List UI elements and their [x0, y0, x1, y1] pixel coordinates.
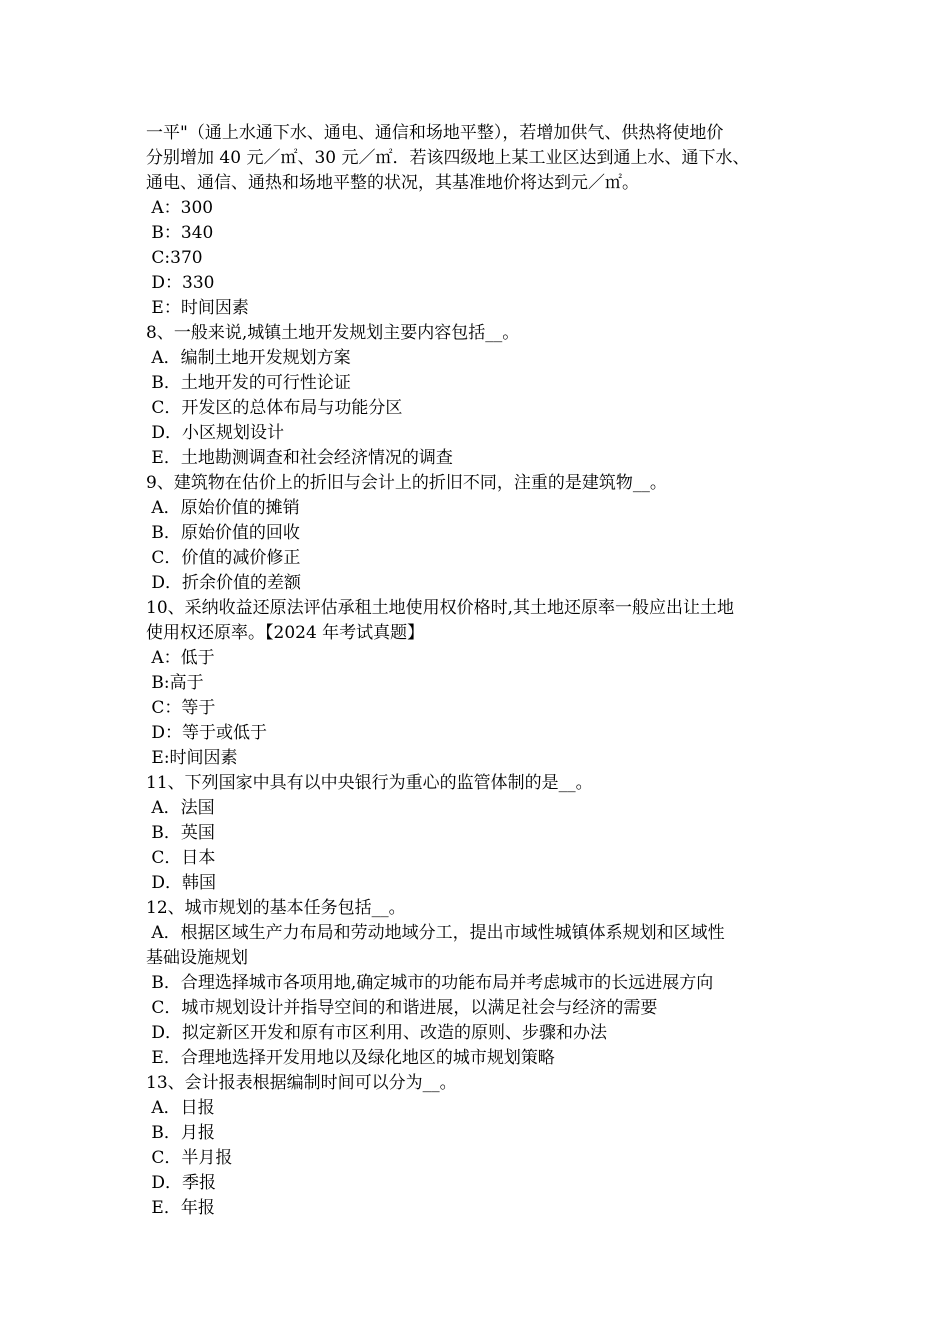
answer-option: E．合理地选择开发用地以及绿化地区的城市规划策略 — [146, 1048, 555, 1068]
answer-option: D．折余价值的差额 — [146, 573, 302, 593]
answer-option: E．土地勘测调查和社会经济情况的调查 — [146, 448, 453, 468]
answer-option: C:370 — [146, 248, 203, 268]
answer-option: D：等于或低于 — [146, 723, 268, 743]
answer-option: A．编制土地开发规划方案 — [146, 348, 351, 368]
answer-option: C．日本 — [146, 848, 216, 868]
answer-option: D：330 — [146, 273, 215, 293]
question-8 — [146, 321, 811, 471]
answer-option-continued: 基础设施规划 — [146, 948, 248, 968]
answer-option: B．原始价值的回收 — [146, 523, 300, 543]
document-body — [146, 121, 811, 1221]
answer-option: B．土地开发的可行性论证 — [146, 373, 351, 393]
answer-option: B:高于 — [146, 673, 204, 693]
answer-option: C．价值的减价修正 — [146, 548, 301, 568]
answer-option: A．法国 — [146, 798, 215, 818]
question-stem-line: 通电、通信、通热和场地平整的状况，其基准地价将达到元／㎡。 — [146, 173, 639, 193]
question-stem-line: 使用权还原率。【2024 年考试真题】 — [146, 623, 425, 643]
question-stem-line: 11、下列国家中具有以中央银行为重心的监管体制的是__。 — [146, 773, 593, 793]
question-10 — [146, 596, 811, 771]
answer-option: A．日报 — [146, 1098, 215, 1118]
question-13 — [146, 1071, 811, 1221]
answer-option: B．英国 — [146, 823, 215, 843]
answer-option: D．韩国 — [146, 873, 217, 893]
answer-option: A．原始价值的摊销 — [146, 498, 300, 518]
answer-option: B：340 — [146, 223, 214, 243]
answer-option: A：低于 — [146, 648, 215, 668]
answer-option: E:时间因素 — [146, 748, 238, 768]
question-stem-line: 9、建筑物在估价上的折旧与会计上的折旧不同，注重的是建筑物__。 — [146, 473, 667, 493]
intro-question — [146, 121, 811, 321]
question-stem-line: 10、采纳收益还原法评估承租土地使用权价格时,其土地还原率一般应出让土地 — [146, 598, 735, 618]
answer-option: C．半月报 — [146, 1148, 233, 1168]
answer-option: E．年报 — [146, 1198, 215, 1218]
question-stem-line: 一平"（通上水通下水、通电、通信和场地平整），若增加供气、供热将使地价 — [146, 123, 724, 143]
answer-option: A．根据区域生产力布局和劳动地域分工，提出市域性城镇体系规划和区域性 — [146, 923, 725, 943]
question-11 — [146, 771, 811, 896]
question-12 — [146, 896, 811, 1071]
answer-option: D．季报 — [146, 1173, 217, 1193]
answer-option: B．月报 — [146, 1123, 215, 1143]
question-stem-line: 13、会计报表根据编制时间可以分为__。 — [146, 1073, 457, 1093]
question-stem-line: 分别增加 40 元／㎡、30 元／㎡．若该四级地上某工业区达到通上水、通下水、 — [146, 148, 750, 168]
answer-option: C：等于 — [146, 698, 216, 718]
answer-option: C．开发区的总体布局与功能分区 — [146, 398, 403, 418]
answer-option: C．城市规划设计并指导空间的和谐进展，以满足社会与经济的需要 — [146, 998, 658, 1018]
question-stem-line: 8、一般来说,城镇土地开发规划主要内容包括__。 — [146, 323, 520, 343]
answer-option: A：300 — [146, 198, 214, 218]
answer-option: B．合理选择城市各项用地,确定城市的功能布局并考虑城市的长远进展方向 — [146, 973, 714, 993]
question-stem-line: 12、城市规划的基本任务包括__。 — [146, 898, 406, 918]
answer-option: D．拟定新区开发和原有市区利用、改造的原则、步骤和办法 — [146, 1023, 608, 1043]
question-9 — [146, 471, 811, 596]
answer-option: D．小区规划设计 — [146, 423, 285, 443]
answer-option: E：时间因素 — [146, 298, 249, 318]
